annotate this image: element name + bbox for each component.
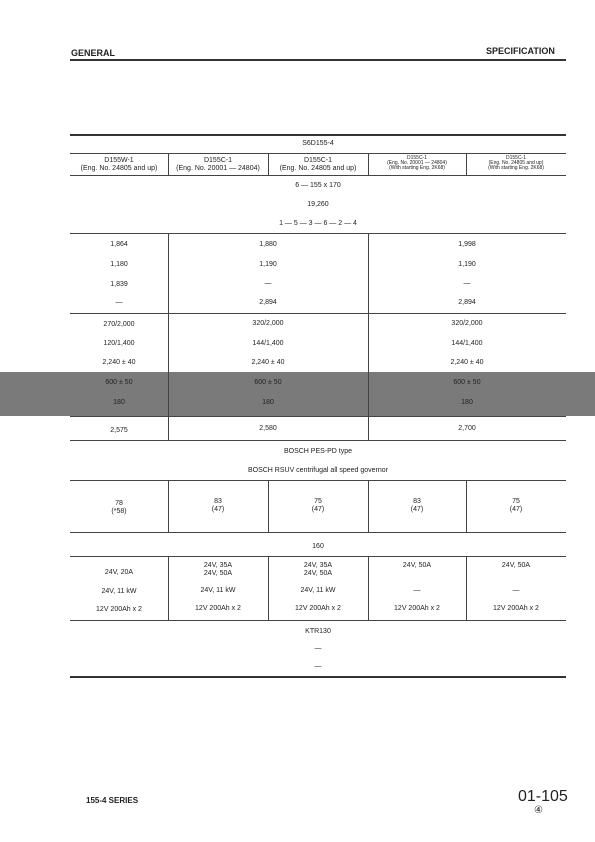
weight-cell: — (264, 280, 272, 287)
perf-cell: 144/1,400 (451, 340, 483, 347)
alternator-cell: 24V, 35A (203, 562, 233, 569)
series-label: 155-4 SERIES (86, 796, 139, 805)
perf-cell: 2,240 ± 40 (251, 359, 285, 366)
col1-model: D155W-1 (104, 157, 134, 164)
row-rule (70, 233, 566, 234)
engine-model: S6D155-4 (302, 140, 334, 147)
oil-cell: 78 (115, 500, 123, 507)
weight-cell: 1,180 (110, 261, 128, 268)
battery-cell: 12V 200Ah x 2 (493, 605, 539, 612)
misc-value-1: — (314, 645, 322, 652)
table-bottom-rule (70, 676, 566, 678)
oil-cell-sub: (47) (410, 506, 424, 513)
row-rule (70, 620, 566, 621)
fuel-cell: 2,580 (259, 425, 277, 432)
col4-note2: (With starting Eng. 2K68) (389, 165, 445, 171)
row-rule (70, 556, 566, 557)
weight-cell: 2,894 (458, 299, 476, 306)
starter-cell: — (512, 587, 520, 594)
firing-order-value: 1 — 5 — 3 — 6 — 2 — 4 (279, 220, 357, 227)
col2-note: (Eng. No. 20001 — 24804) (176, 165, 260, 172)
fuel-cell: 2,575 (110, 427, 128, 434)
oil-cell-sub: (47) (211, 506, 225, 513)
perf-cell: 180 (262, 399, 274, 406)
col4-model: D155C-1 (406, 155, 427, 161)
turbo-value: KTR130 (305, 628, 331, 635)
starter-cell: 24V, 11 kW (101, 588, 137, 595)
perf-cell: 2,240 ± 40 (450, 359, 484, 366)
oil-cell-sub: (47) (509, 506, 523, 513)
col5-model: D155C-1 (505, 155, 526, 161)
oil-cell: 75 (314, 498, 322, 505)
oil-cell-sub: (47) (311, 506, 325, 513)
weight-cell: 1,190 (259, 261, 277, 268)
col-header-rule (70, 175, 566, 176)
weight-cell: 1,864 (110, 241, 128, 248)
row-rule (70, 532, 566, 533)
perf-cell: 180 (113, 399, 125, 406)
oil-cell-sub: (*58) (111, 508, 127, 515)
fuel-cell: 2,700 (458, 425, 476, 432)
displacement-value: 19,260 (307, 201, 329, 208)
weight-cell: 1,190 (458, 261, 476, 268)
battery-cell: 12V 200Ah x 2 (195, 605, 241, 612)
perf-cell: 120/1,400 (103, 340, 135, 347)
section-title: GENERAL (71, 48, 116, 58)
table-top-rule (70, 134, 566, 136)
perf-cell: 320/2,000 (451, 320, 483, 327)
row-rule (70, 313, 566, 314)
row-rule (70, 416, 566, 417)
alternator-cell: 24V, 20A (104, 569, 134, 576)
perf-cell: 180 (461, 399, 473, 406)
battery-cell: 12V 200Ah x 2 (394, 605, 440, 612)
page-heading: SPECIFICATION (486, 46, 555, 56)
battery-cell: 12V 200Ah x 2 (295, 605, 341, 612)
perf-cell: 2,240 ± 40 (102, 359, 136, 366)
page-number: 01-105 (518, 788, 568, 805)
row-rule (70, 440, 566, 441)
header-rule (70, 59, 566, 61)
perf-cell: 600 ± 50 (453, 379, 481, 386)
col4-note: (Eng. No. 20001 — 24804) (387, 160, 447, 166)
row-rule (70, 480, 566, 481)
weight-cell: — (115, 299, 123, 306)
col2-model: D155C-1 (203, 157, 232, 164)
governor-value: BOSCH RSUV centrifugal all speed governor (247, 467, 389, 474)
perf-cell: 600 ± 50 (105, 379, 133, 386)
alternator-cell: 24V, 35A (303, 562, 333, 569)
weight-cell: 1,998 (458, 241, 476, 248)
col5-note2: (With starting Eng. 2K68) (488, 165, 544, 171)
perf-cell: 144/1,400 (252, 340, 284, 347)
perf-cell: 600 ± 50 (254, 379, 282, 386)
alternator-cell-b: 24V, 50A (203, 570, 233, 577)
perf-cell: 270/2,000 (103, 321, 135, 328)
starter-cell: 24V, 11 kW (300, 587, 336, 594)
fuel-pump-value: BOSCH PES-PD type (283, 448, 353, 455)
oil-cell: 83 (214, 498, 222, 505)
misc-value-2: — (314, 663, 322, 670)
battery-cell: 12V 200Ah x 2 (96, 606, 142, 613)
weight-cell: 2,894 (259, 299, 277, 306)
alternator-cell: 24V, 50A (501, 562, 531, 569)
oil-cell: 83 (413, 498, 421, 505)
col1-note: (Eng. No. 24805 and up) (80, 165, 158, 172)
revision-mark: ④ (534, 805, 543, 816)
col5-note: (Eng. No. 24805 and up) (488, 160, 544, 166)
perf-cell: 320/2,000 (252, 320, 284, 327)
alternator-cell: 24V, 50A (402, 562, 432, 569)
starter-cell: 24V, 11 kW (200, 587, 236, 594)
engine-rule (70, 153, 566, 154)
oil-cell: 75 (512, 498, 520, 505)
col3-model: D155C-1 (303, 157, 332, 164)
col3-note: (Eng. No. 24805 and up) (279, 165, 357, 172)
alternator-cell-b: 24V, 50A (303, 570, 333, 577)
weight-cell: 1,880 (259, 241, 277, 248)
cylinders-value: 6 — 155 x 170 (295, 182, 341, 189)
coolant-value: 160 (312, 543, 324, 550)
weight-cell: — (463, 280, 471, 287)
starter-cell: — (413, 587, 421, 594)
weight-cell: 1,839 (110, 281, 128, 288)
